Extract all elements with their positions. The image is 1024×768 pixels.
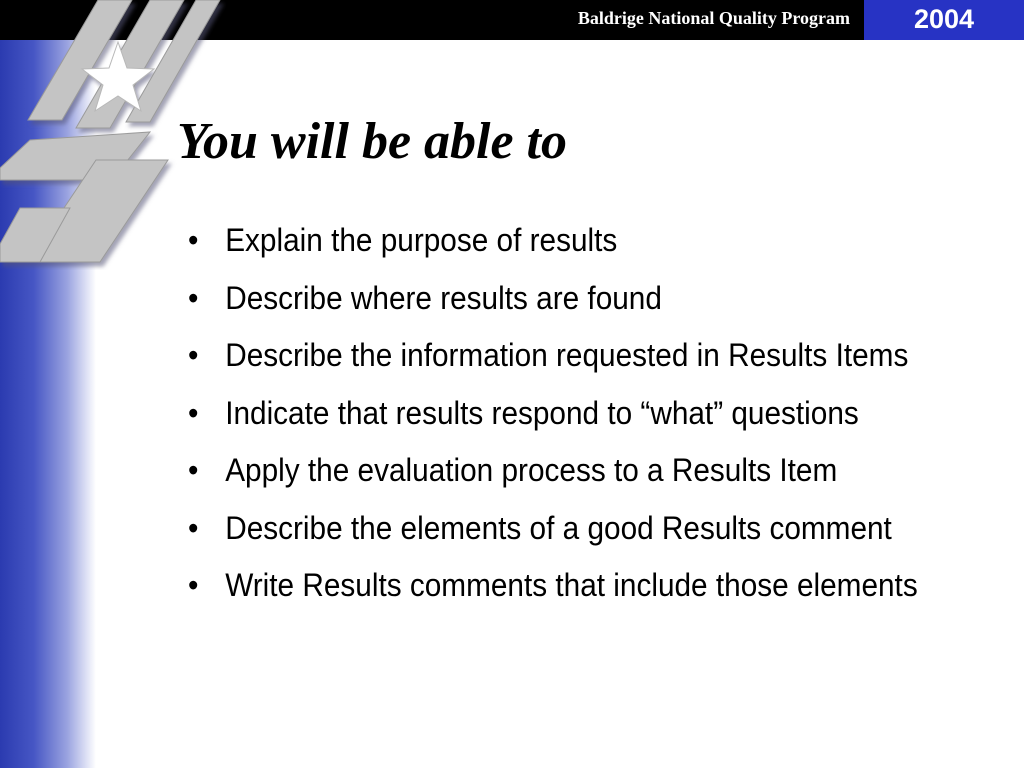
bullet-text: Write Results comments that include those elements xyxy=(225,567,918,603)
list-item xyxy=(188,452,918,510)
list-item xyxy=(188,337,918,395)
bullet-marker: • xyxy=(188,394,199,431)
list-item xyxy=(188,280,918,338)
bullet-text: Describe the information requested in Results Items xyxy=(225,337,909,373)
bullet-text: Explain the purpose of results xyxy=(225,222,618,258)
list-item xyxy=(188,222,918,280)
bullet-text: Indicate that results respond to “what” questions xyxy=(225,394,859,431)
bullet-text: Describe where results are found xyxy=(225,279,662,316)
year-badge: 2004 xyxy=(864,0,1024,40)
bullet-marker: • xyxy=(188,567,199,603)
bullet-marker: • xyxy=(188,509,199,546)
objectives-list xyxy=(188,222,973,625)
list-item xyxy=(188,510,918,568)
bullet-marker: • xyxy=(188,222,199,258)
list-item xyxy=(188,395,918,453)
bullet-marker: • xyxy=(188,337,199,373)
program-name: Baldrige National Quality Program xyxy=(577,8,850,28)
slide-title: You will be able to xyxy=(177,113,567,170)
bullet-text: Apply the evaluation process to a Results Item xyxy=(225,452,838,488)
bullet-marker: • xyxy=(188,279,199,316)
list-item xyxy=(188,567,918,625)
bullet-marker: • xyxy=(188,452,199,488)
bullet-text: Describe the elements of a good Results comment xyxy=(225,509,892,546)
